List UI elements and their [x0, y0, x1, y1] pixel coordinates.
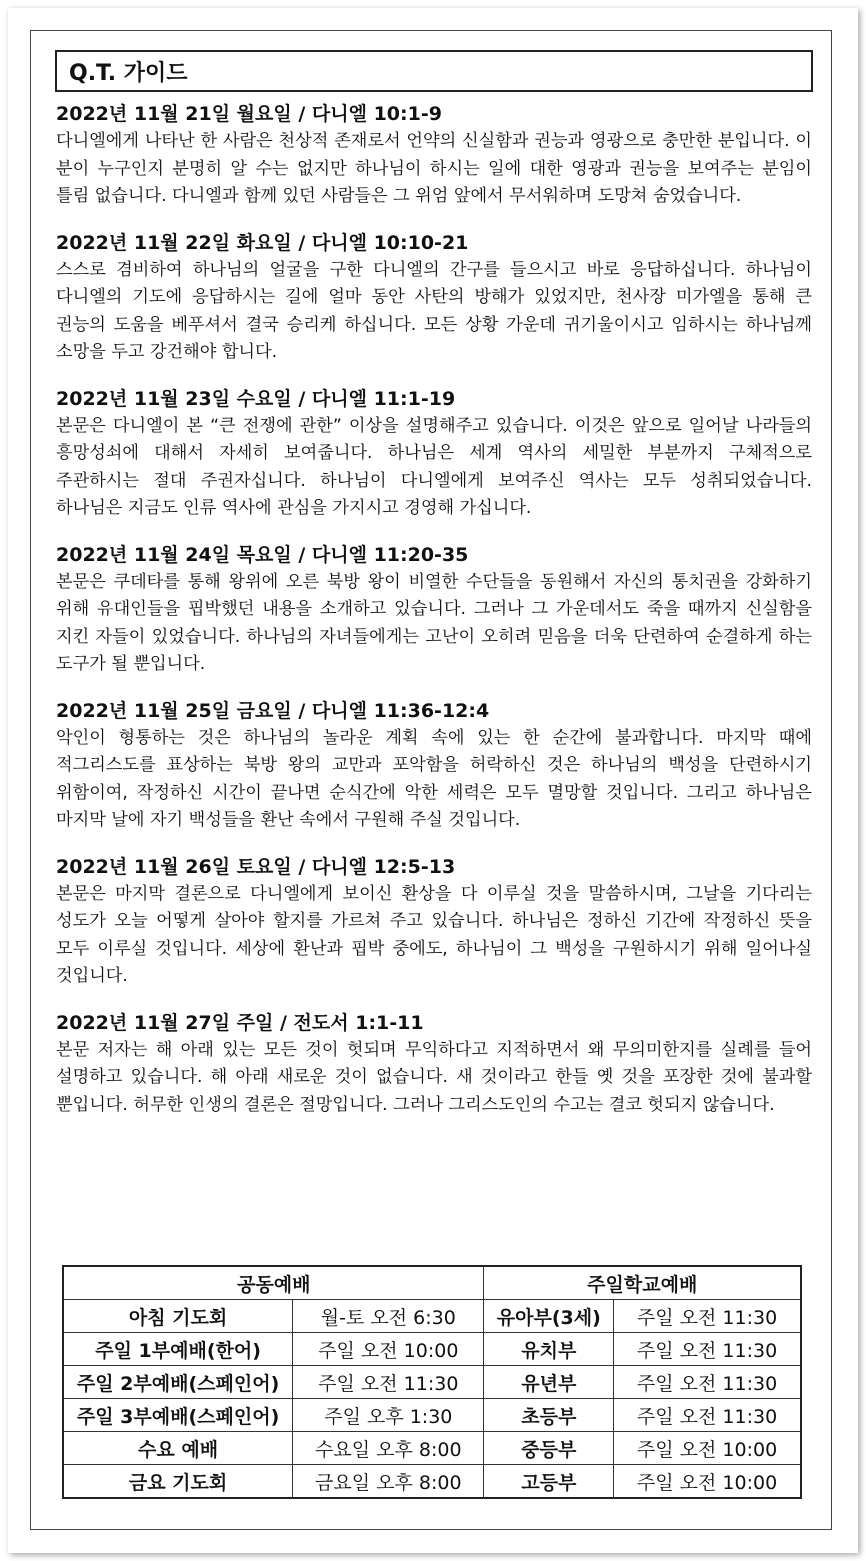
entry-heading: 2022년 11월 26일 토요일 / 다니엘 12:5-13 — [56, 855, 456, 878]
school-time: 주일 오전 11:30 — [614, 1366, 801, 1399]
school-dept: 유치부 — [484, 1333, 614, 1366]
service-time: 주일 오후 1:30 — [293, 1399, 484, 1432]
school-dept: 초등부 — [484, 1399, 614, 1432]
table-row — [63, 1300, 801, 1333]
qt-entry — [56, 541, 812, 679]
entry-body: 본문은 마지막 결론으로 다니엘에게 보이신 환상을 다 이루실 것을 말씀하시며, 그날을 기다리는 성도가 오늘 어떻게 살아야 할지를 가르쳐 주고 있습니다. 하나님은 정하신 기간에 작정하신 뜻을 모두 이루실 것입니다. 세상에 환난과 핍박 중에도, 하나님이 그 백성을 구원하시기 위해 일어나실 것입니다. — [56, 883, 812, 986]
qt-entry — [56, 229, 812, 367]
service-time: 주일 오전 11:30 — [293, 1366, 484, 1399]
table-row — [63, 1465, 801, 1499]
entry-heading: 2022년 11월 24일 목요일 / 다니엘 11:20-35 — [56, 543, 469, 566]
school-time: 주일 오전 11:30 — [614, 1399, 801, 1432]
school-dept: 중등부 — [484, 1432, 614, 1465]
entry-heading: 2022년 11월 25일 금요일 / 다니엘 11:36-12:4 — [56, 699, 490, 722]
school-time: 주일 오전 10:00 — [614, 1465, 801, 1499]
service-name: 금요 기도회 — [63, 1465, 293, 1499]
service-name: 주일 3부예배(스페인어) — [63, 1399, 293, 1432]
entry-heading: 2022년 11월 23일 수요일 / 다니엘 11:1-19 — [56, 387, 456, 410]
qt-entry — [56, 697, 812, 835]
qt-entries — [56, 100, 812, 1137]
school-dept: 유아부(3세) — [484, 1300, 614, 1333]
entry-body: 스스로 겸비하여 하나님의 얼굴을 구한 다니엘의 간구를 들으시고 바로 응답하십니다. 하나님이 다니엘의 기도에 응답하시는 길에 얼마 동안 사탄의 방해가 있었지만, 천사장 미가엘을 통해 큰 권능의 도움을 베푸셔서 결국 승리케 하십니다. 모든 상황 가운데 귀기울이시고 임하시는 하나님께 소망을 두고 강건해야 합니다. — [56, 259, 812, 362]
service-time: 수요일 오후 8:00 — [293, 1432, 484, 1465]
service-name: 주일 1부예배(한어) — [63, 1333, 293, 1366]
entry-body: 본문 저자는 해 아래 있는 모든 것이 헛되며 무익하다고 지적하면서 왜 무의미한지를 실례를 들어 설명하고 있습니다. 해 아래 새로운 것이 없습니다. 새 것이라고 한들 옛 것을 포장한 것에 불과할 뿐입니다. 허무한 인생의 결론은 절망입니다. 그러나 그리스도인의 수고는 결코 헛되지 않습니다. — [56, 1039, 812, 1115]
entry-heading: 2022년 11월 27일 주일 / 전도서 1:1-11 — [56, 1011, 424, 1034]
table-row — [63, 1399, 801, 1432]
entry-body: 다니엘에게 나타난 한 사람은 천상적 존재로서 언약의 신실함과 권능과 영광으로 충만한 분입니다. 이 분이 누구인지 분명히 알 수는 없지만 하나님이 하시는 일에 대한 영광과 권능을 보여주는 분임이 틀림 없습니다. 다니엘과 함께 있던 사람들은 그 위엄 앞에서 무서워하며 도망쳐 숨었습니다. — [56, 131, 812, 206]
table-row — [63, 1366, 801, 1399]
service-time: 금요일 오후 8:00 — [293, 1465, 484, 1499]
school-dept: 고등부 — [484, 1465, 614, 1499]
header-joint-worship: 공동예배 — [63, 1266, 484, 1300]
service-name: 수요 예배 — [63, 1432, 293, 1465]
qt-entry — [56, 853, 812, 991]
header-sunday-school: 주일학교예배 — [484, 1266, 801, 1300]
school-time: 주일 오전 10:00 — [614, 1432, 801, 1465]
service-name: 아침 기도회 — [63, 1300, 293, 1333]
page-title: Q.T. 가이드 — [55, 50, 813, 92]
school-time: 주일 오전 11:30 — [614, 1300, 801, 1333]
service-name: 주일 2부예배(스페인어) — [63, 1366, 293, 1399]
entry-heading: 2022년 11월 21일 월요일 / 다니엘 10:1-9 — [56, 103, 442, 125]
qt-entry — [56, 385, 812, 523]
qt-entry — [56, 100, 812, 211]
entry-heading: 2022년 11월 22일 화요일 / 다니엘 10:10-21 — [56, 231, 469, 254]
table-row — [63, 1432, 801, 1465]
table-header-row — [63, 1266, 801, 1300]
qt-entry — [56, 1009, 812, 1120]
school-dept: 유년부 — [484, 1366, 614, 1399]
entry-body: 본문은 다니엘이 본 “큰 전쟁에 관한” 이상을 설명해주고 있습니다. 이것은 앞으로 일어날 나라들의 흥망성쇠에 대해서 자세히 보여줍니다. 하나님은 세계 역사의 세밀한 부분까지 구체적으로 주관하시는 절대 주권자십니다. 하나님이 다니엘에게 보여주신 역사는 모두 성취되었습니다. 하나님은 지금도 인류 역사에 관심을 가지시고 경영해 가십니다. — [56, 415, 812, 518]
entry-body: 본문은 쿠데타를 통해 왕위에 오른 북방 왕이 비열한 수단들을 동원해서 자신의 통치권을 강화하기 위해 유대인들을 핍박했던 내용을 소개하고 있습니다. 그러나 그 가운데서도 죽을 때까지 신실함을 지킨 자들이 있었습니다. 하나님의 자녀들에게는 고난이 오히려 믿음을 더욱 단련하여 순결하게 하는 도구가 될 뿐입니다. — [56, 571, 812, 674]
school-time: 주일 오전 11:30 — [614, 1333, 801, 1366]
entry-body: 악인이 형통하는 것은 하나님의 놀라운 계획 속에 있는 한 순간에 불과합니다. 마지막 때에 적그리스도를 표상하는 북방 왕의 교만과 포악함을 허락하신 것은 하나님의 백성을 단련하시기 위함이여, 작정하신 시간이 끝나면 순식간에 악한 세력은 모두 멸망할 것입니다. 그리고 하나님은 마지막 날에 자기 백성들을 환난 속에서 구원해 주실 것입니다. — [56, 727, 812, 830]
worship-schedule-table — [62, 1265, 802, 1499]
service-time: 주일 오전 10:00 — [293, 1333, 484, 1366]
service-time: 월-토 오전 6:30 — [293, 1300, 484, 1333]
table-row — [63, 1333, 801, 1366]
